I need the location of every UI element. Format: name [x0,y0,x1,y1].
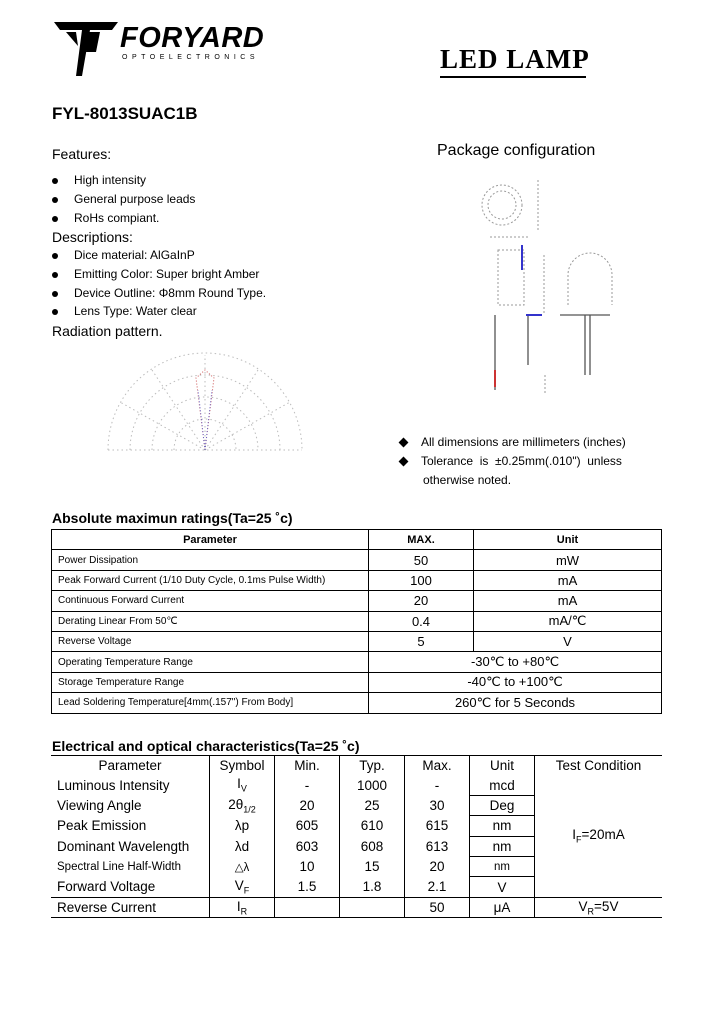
unit-cell: mA [474,591,662,611]
symbol-cell: △λ [210,856,275,876]
table-row [52,652,662,672]
param-cell: Storage Temperature Range [52,672,369,692]
min-cell: 10 [275,856,340,876]
header-max: Max. [405,756,470,776]
header-typ: Typ. [340,756,405,776]
table-row [52,631,662,651]
diamond-bullet-icon [399,438,409,448]
min-cell: 603 [275,836,340,856]
description-item: Dice material: AlGaInP [52,248,195,262]
unit-cell: mcd [470,775,535,795]
bullet-icon [52,253,58,259]
test-condition-cell: $V_R=5V$ [535,897,663,917]
param-cell: Derating Linear From 50℃ [52,611,369,631]
max-cell: 613 [405,836,470,856]
param-cell: Luminous Intensity [51,775,210,795]
radiation-pattern-diagram [100,350,310,470]
page-title: LED LAMP [440,44,590,74]
logo-subtitle: OPTOELECTRONICS [122,54,259,61]
part-number: FYL-8013SUAC1B [52,104,198,123]
max-cell: 50 [405,897,470,917]
bullet-icon [52,197,58,203]
param-cell: Continuous Forward Current [52,591,369,611]
table-row [51,775,662,795]
unit-cell: mA/℃ [474,611,662,631]
param-cell: Viewing Angle [51,795,210,815]
min-cell: 605 [275,816,340,836]
typ-cell [340,897,405,917]
max-cell: 0.4 [369,611,474,631]
symbol-cell: λd [210,836,275,856]
bullet-icon [52,272,58,278]
title-underline [440,76,586,78]
typ-cell: 608 [340,836,405,856]
typ-cell: 15 [340,856,405,876]
min-cell: 1.5 [275,877,340,897]
unit-cell: Deg [470,795,535,815]
symbol-cell: $I_V$ [210,775,275,795]
param-cell: Power Dissipation [52,550,369,570]
typ-cell: 1000 [340,775,405,795]
param-cell: Forward Voltage [51,877,210,897]
unit-cell: nm [470,856,535,876]
symbol-cell: λp [210,816,275,836]
table-row [51,897,662,917]
header-symbol: Symbol [210,756,275,776]
descriptions-heading: Descriptions: [52,229,133,245]
param-cell: Spectral Line Half-Width [51,856,210,876]
max-cell: 615 [405,816,470,836]
table-row [52,611,662,631]
unit-cell: mA [474,570,662,590]
param-cell: Dominant Wavelength [51,836,210,856]
max-cell: 30 [405,795,470,815]
symbol-cell: $V_F$ [210,877,275,897]
symbol-cell: $I_R$ [210,897,275,917]
bullet-icon [52,216,58,222]
symbol-cell: $2\theta_{1/2}$ [210,795,275,815]
package-note: All dimensions are millimeters (inches) [400,435,626,449]
max-cell: 5 [369,631,474,651]
param-cell: Lead Soldering Temperature[4mm(.157") From Body] [52,693,369,713]
diamond-bullet-icon [399,457,409,467]
bullet-icon [52,178,58,184]
min-cell [275,897,340,917]
abs-max-table [51,529,662,714]
feature-item: High intensity [52,173,146,187]
radiation-heading: Radiation pattern. [52,323,163,339]
table-header-row [51,756,662,776]
param-cell: Peak Emission [51,816,210,836]
feature-item: RoHs compiant. [52,211,159,225]
unit-cell: V [470,877,535,897]
abs-max-title: Absolute maximun ratings(Ta=25 ˚c) [52,510,293,526]
max-cell: 50 [369,550,474,570]
unit-cell: nm [470,836,535,856]
header-min: Min. [275,756,340,776]
max-cell: 20 [369,591,474,611]
unit-cell: nm [470,816,535,836]
table-row [52,693,662,713]
package-heading: Package configuration [437,142,596,159]
header-unit: Unit [474,530,662,550]
logo-name: FORYARD [120,22,265,54]
value-cell: -40℃ to +100℃ [369,672,662,692]
foryard-logo [52,18,120,80]
description-item: Lens Type: Water clear [52,304,197,318]
package-note: otherwise noted. [423,473,512,487]
max-cell: 20 [405,856,470,876]
table-row [52,570,662,590]
package-drawing [460,175,640,405]
max-cell: 100 [369,570,474,590]
bullet-icon [52,291,58,297]
value-cell: -30℃ to +80℃ [369,652,662,672]
feature-item: General purpose leads [52,192,195,206]
table-row [52,591,662,611]
max-cell: - [405,775,470,795]
param-cell: Reverse Current [51,897,210,917]
bullet-icon [52,309,58,315]
unit-cell: mW [474,550,662,570]
table-header-row [52,530,662,550]
min-cell: 20 [275,795,340,815]
electro-title: Electrical and optical characteristics(Ta=25 ˚c) [52,738,360,754]
table-row [52,550,662,570]
header-test-condition: Test Condition [535,756,663,776]
value-cell: 260℃ for 5 Seconds [369,693,662,713]
typ-cell: 610 [340,816,405,836]
electro-table [51,755,662,918]
header-max: MAX. [369,530,474,550]
typ-cell: 25 [340,795,405,815]
max-cell: 2.1 [405,877,470,897]
param-cell: Reverse Voltage [52,631,369,651]
features-heading: Features: [52,146,112,162]
min-cell: - [275,775,340,795]
description-item: Emitting Color: Super bright Amber [52,267,259,281]
table-row [52,672,662,692]
header-parameter: Parameter [52,530,369,550]
package-note: Tolerance is ±0.25mm(.010") unless [400,454,654,468]
typ-cell: 1.8 [340,877,405,897]
test-condition-cell: $I_F=20mA$ [535,775,663,897]
description-item: Device Outline: Φ8mm Round Type. [52,286,266,300]
unit-cell: μA [470,897,535,917]
param-cell: Operating Temperature Range [52,652,369,672]
header-unit: Unit [470,756,535,776]
param-cell: Peak Forward Current (1/10 Duty Cycle, 0.1ms Pulse Width) [52,570,369,590]
unit-cell: V [474,631,662,651]
header-parameter: Parameter [51,756,210,776]
